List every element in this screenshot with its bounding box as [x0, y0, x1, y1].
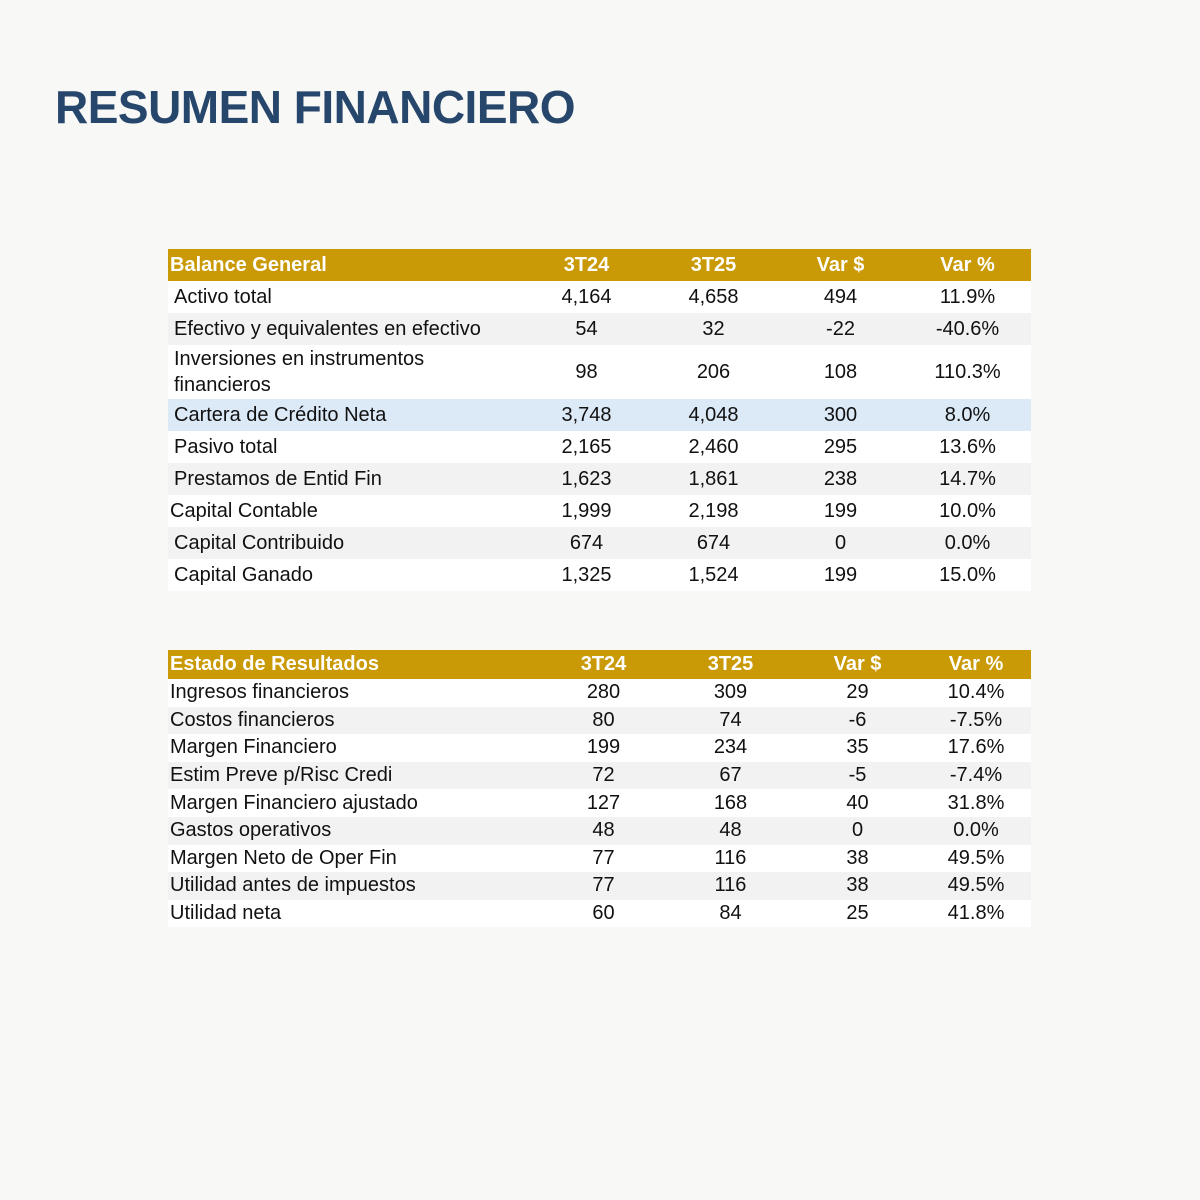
- row-label: Margen Neto de Oper Fin: [168, 845, 540, 873]
- cell-var-percent: 11.9%: [904, 281, 1031, 313]
- table-row: [168, 463, 1031, 495]
- table-row: [168, 281, 1031, 313]
- cell-3t25: 2,460: [650, 431, 777, 463]
- balance-general-table: [168, 249, 1031, 591]
- cell-3t25: 84: [667, 900, 794, 928]
- row-label: Activo total: [168, 281, 523, 313]
- row-label: Inversiones en instrumentos financieros: [168, 345, 523, 399]
- table-row: [168, 345, 1031, 399]
- cell-3t25: 32: [650, 313, 777, 345]
- cell-var-percent: 14.7%: [904, 463, 1031, 495]
- cell-3t24: 4,164: [523, 281, 650, 313]
- cell-var-amount: 0: [794, 817, 921, 845]
- cell-var-percent: -7.4%: [921, 762, 1031, 790]
- cell-var-percent: 49.5%: [921, 845, 1031, 873]
- cell-var-amount: 40: [794, 789, 921, 817]
- row-label: Capital Ganado: [168, 559, 523, 591]
- cell-3t24: 3,748: [523, 399, 650, 431]
- table-row: [168, 900, 1031, 928]
- column-header-3t25: 3T25: [650, 249, 777, 281]
- table-row: [168, 845, 1031, 873]
- cell-var-amount: 199: [777, 495, 904, 527]
- cell-var-amount: 300: [777, 399, 904, 431]
- cell-var-amount: 494: [777, 281, 904, 313]
- cell-var-percent: 31.8%: [921, 789, 1031, 817]
- cell-3t24: 60: [540, 900, 667, 928]
- cell-var-percent: 41.8%: [921, 900, 1031, 928]
- cell-var-percent: 13.6%: [904, 431, 1031, 463]
- cell-3t24: 674: [523, 527, 650, 559]
- row-label: Estim Preve p/Risc Credi: [168, 762, 540, 790]
- cell-var-percent: 0.0%: [904, 527, 1031, 559]
- row-label: Gastos operativos: [168, 817, 540, 845]
- cell-3t25: 4,048: [650, 399, 777, 431]
- table-row: [168, 707, 1031, 735]
- cell-3t25: 234: [667, 734, 794, 762]
- cell-var-percent: 10.0%: [904, 495, 1031, 527]
- cell-3t25: 67: [667, 762, 794, 790]
- row-label: Costos financieros: [168, 707, 540, 735]
- cell-var-amount: -6: [794, 707, 921, 735]
- cell-3t24: 199: [540, 734, 667, 762]
- cell-3t25: 674: [650, 527, 777, 559]
- cell-var-amount: 38: [794, 845, 921, 873]
- cell-var-percent: 110.3%: [904, 345, 1031, 399]
- cell-3t25: 48: [667, 817, 794, 845]
- column-header-var-amount: Var $: [794, 650, 921, 679]
- cell-var-amount: 38: [794, 872, 921, 900]
- cell-var-percent: -40.6%: [904, 313, 1031, 345]
- row-label: Margen Financiero ajustado: [168, 789, 540, 817]
- table-row: [168, 527, 1031, 559]
- row-label: Ingresos financieros: [168, 679, 540, 707]
- column-header-3t24: 3T24: [540, 650, 667, 679]
- table-row: [168, 559, 1031, 591]
- cell-3t25: 116: [667, 845, 794, 873]
- cell-var-amount: 35: [794, 734, 921, 762]
- cell-var-amount: -22: [777, 313, 904, 345]
- column-header-var-percent: Var %: [904, 249, 1031, 281]
- cell-3t25: 1,861: [650, 463, 777, 495]
- cell-var-amount: 199: [777, 559, 904, 591]
- cell-var-amount: 29: [794, 679, 921, 707]
- table-row: [168, 817, 1031, 845]
- cell-3t24: 48: [540, 817, 667, 845]
- cell-3t25: 74: [667, 707, 794, 735]
- column-header-3t25: 3T25: [667, 650, 794, 679]
- cell-3t24: 77: [540, 845, 667, 873]
- cell-var-percent: 49.5%: [921, 872, 1031, 900]
- table-row: [168, 762, 1031, 790]
- cell-3t24: 54: [523, 313, 650, 345]
- row-label: Cartera de Crédito Neta: [168, 399, 523, 431]
- table-row: [168, 734, 1031, 762]
- cell-3t24: 98: [523, 345, 650, 399]
- cell-var-percent: 0.0%: [921, 817, 1031, 845]
- column-header-concept: Estado de Resultados: [168, 650, 540, 679]
- row-label: Utilidad antes de impuestos: [168, 872, 540, 900]
- cell-var-amount: 108: [777, 345, 904, 399]
- row-label: Pasivo total: [168, 431, 523, 463]
- page-title: RESUMEN FINANCIERO: [55, 81, 576, 133]
- cell-var-percent: 10.4%: [921, 679, 1031, 707]
- column-header-var-amount: Var $: [777, 249, 904, 281]
- table-row: [168, 495, 1031, 527]
- row-label: Margen Financiero: [168, 734, 540, 762]
- cell-3t25: 206: [650, 345, 777, 399]
- cell-3t24: 72: [540, 762, 667, 790]
- table-row: [168, 872, 1031, 900]
- row-label: Capital Contribuido: [168, 527, 523, 559]
- row-label: Utilidad neta: [168, 900, 540, 928]
- cell-3t25: 1,524: [650, 559, 777, 591]
- cell-3t25: 116: [667, 872, 794, 900]
- table-row: [168, 789, 1031, 817]
- cell-3t25: 168: [667, 789, 794, 817]
- cell-var-percent: 17.6%: [921, 734, 1031, 762]
- cell-var-amount: 25: [794, 900, 921, 928]
- cell-3t24: 1,623: [523, 463, 650, 495]
- cell-var-percent: 8.0%: [904, 399, 1031, 431]
- cell-var-percent: 15.0%: [904, 559, 1031, 591]
- cell-3t25: 4,658: [650, 281, 777, 313]
- cell-3t24: 2,165: [523, 431, 650, 463]
- cell-var-amount: -5: [794, 762, 921, 790]
- cell-3t24: 1,999: [523, 495, 650, 527]
- table-header-row: [168, 249, 1031, 281]
- cell-3t25: 2,198: [650, 495, 777, 527]
- table-row: [168, 679, 1031, 707]
- column-header-var-percent: Var %: [921, 650, 1031, 679]
- estado-resultados-table: [168, 650, 1031, 927]
- table-row: [168, 431, 1031, 463]
- cell-3t24: 280: [540, 679, 667, 707]
- table-row-highlighted: [168, 399, 1031, 431]
- row-label: Efectivo y equivalentes en efectivo: [168, 313, 523, 345]
- column-header-3t24: 3T24: [523, 249, 650, 281]
- cell-var-amount: 295: [777, 431, 904, 463]
- cell-3t24: 80: [540, 707, 667, 735]
- table-row: [168, 313, 1031, 345]
- cell-3t25: 309: [667, 679, 794, 707]
- cell-var-percent: -7.5%: [921, 707, 1031, 735]
- table-header-row: [168, 650, 1031, 679]
- cell-3t24: 77: [540, 872, 667, 900]
- row-label: Prestamos de Entid Fin: [168, 463, 523, 495]
- column-header-concept: Balance General: [168, 249, 523, 281]
- cell-var-amount: 0: [777, 527, 904, 559]
- row-label: Capital Contable: [168, 495, 523, 527]
- cell-3t24: 1,325: [523, 559, 650, 591]
- cell-var-amount: 238: [777, 463, 904, 495]
- cell-3t24: 127: [540, 789, 667, 817]
